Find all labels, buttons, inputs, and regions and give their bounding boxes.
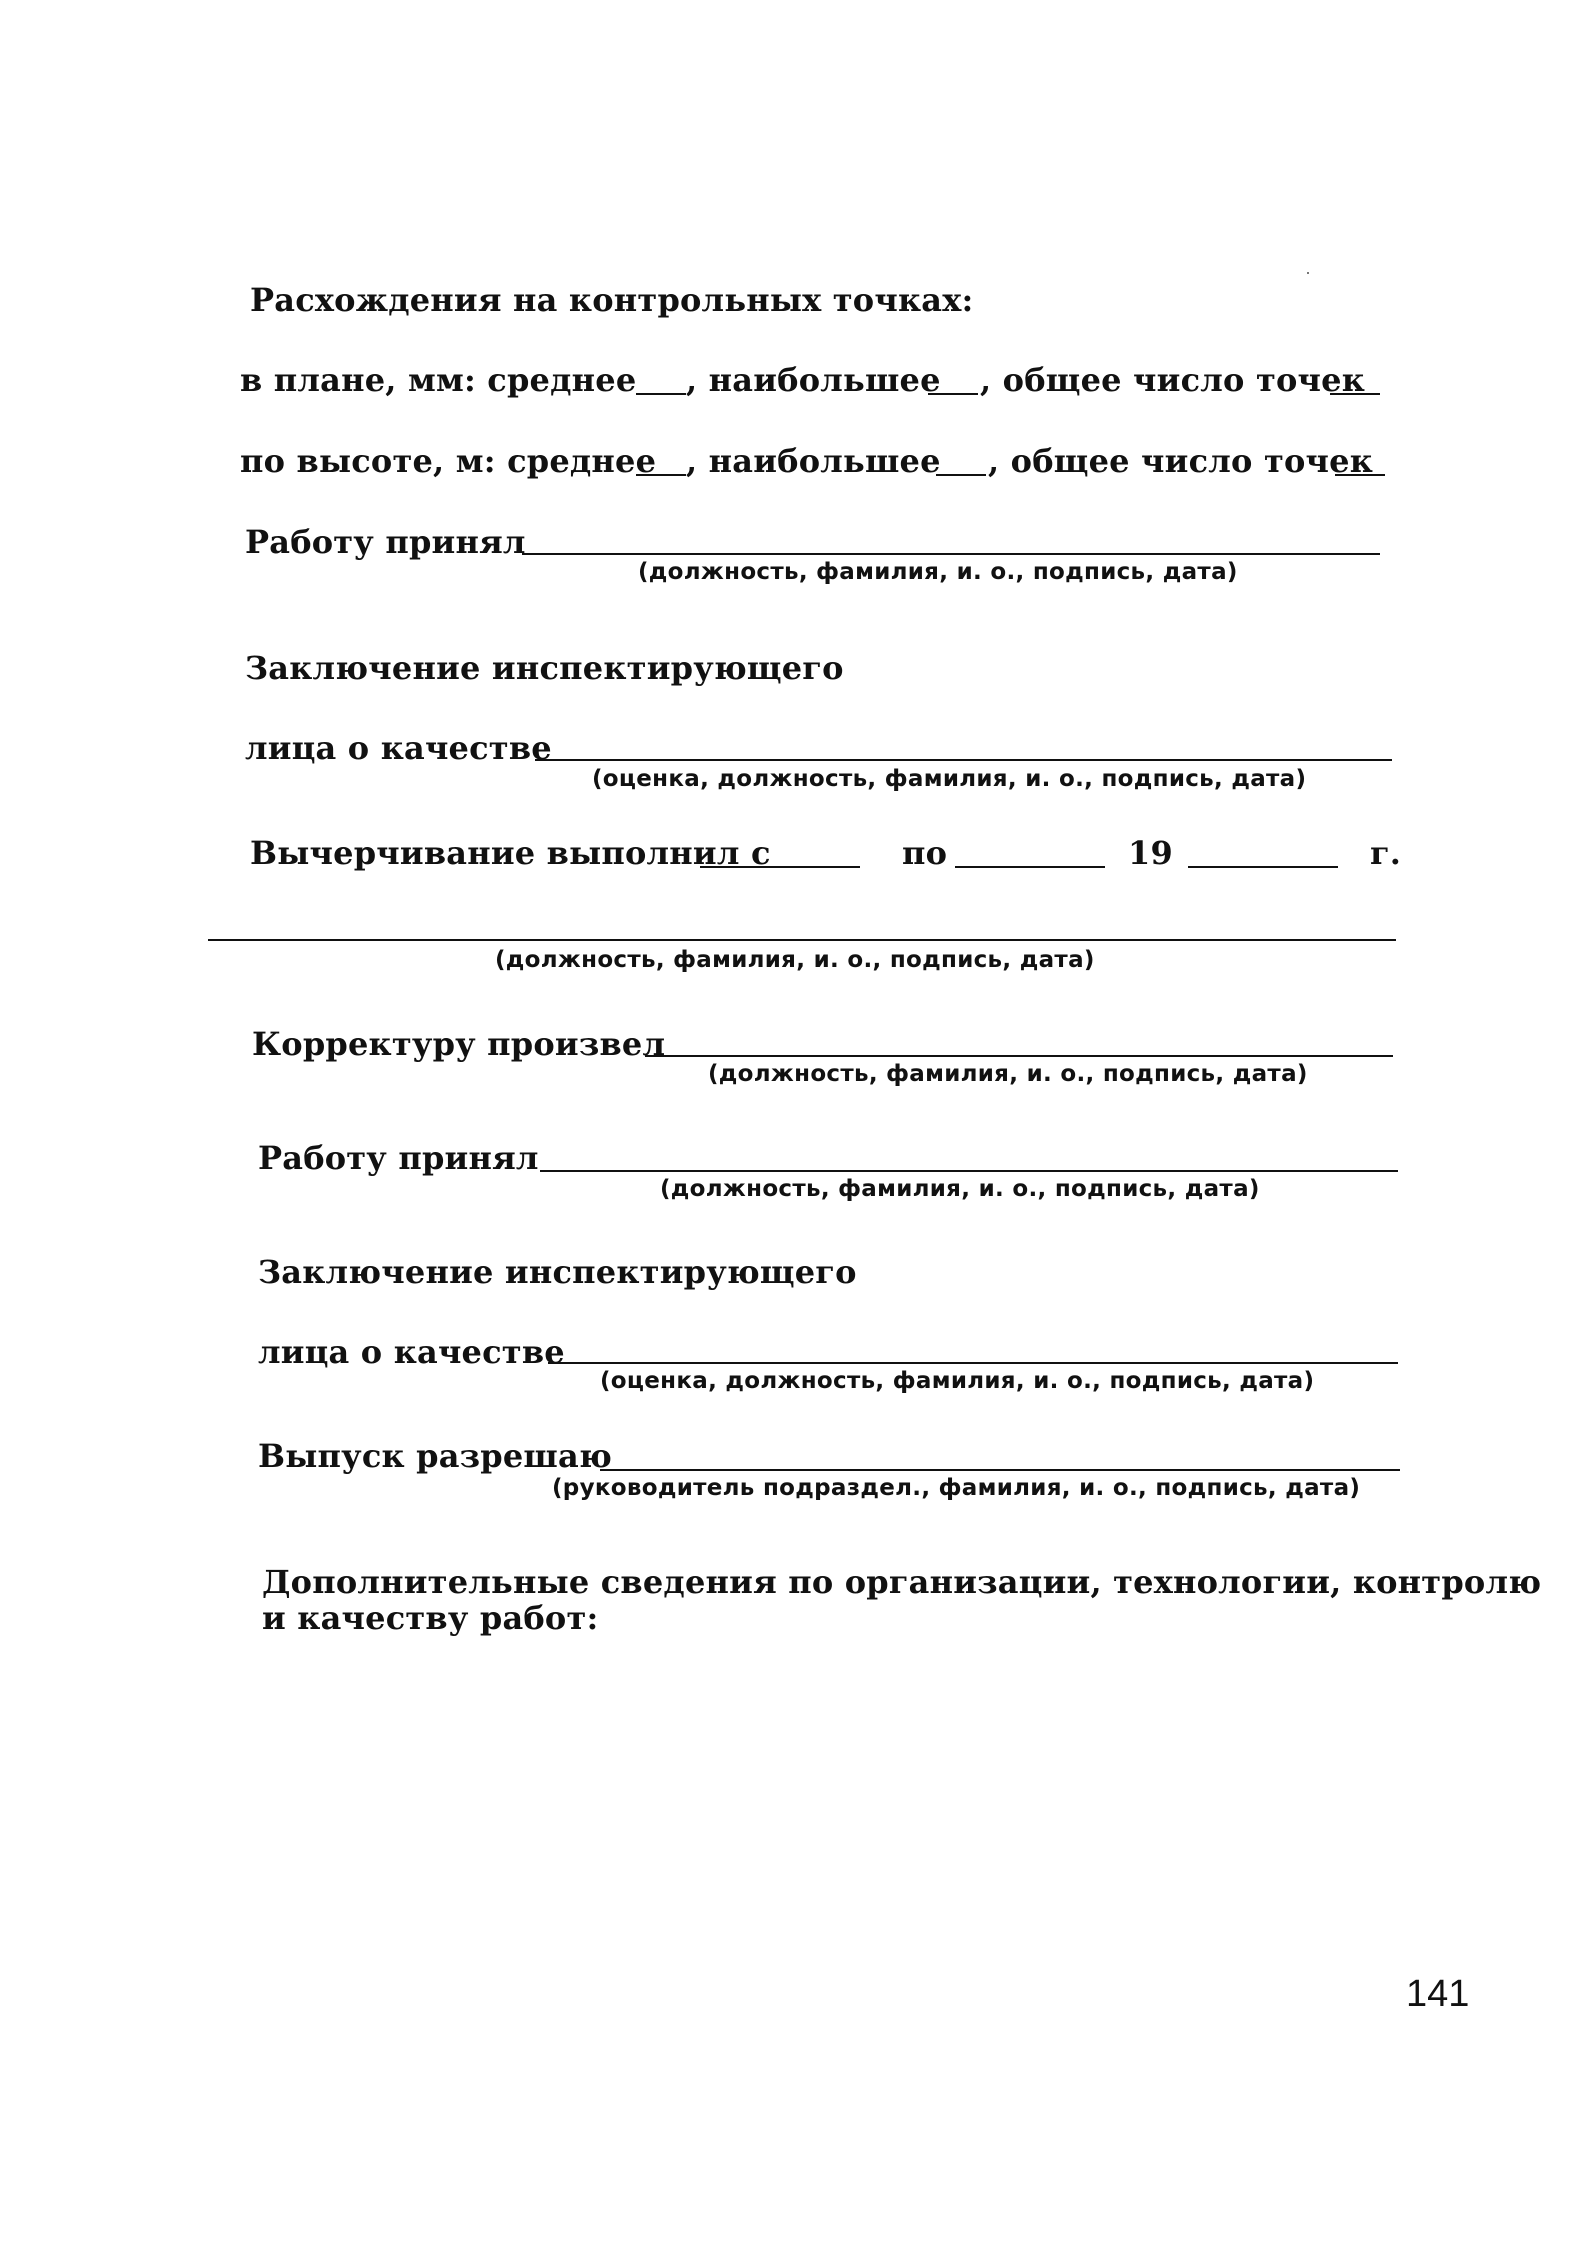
inspector-2-field[interactable] [548,1362,1398,1364]
scan-speck [1307,272,1309,274]
inspector-1-line1: Заключение инспектирующего [245,649,844,687]
inspector-2-line1: Заключение инспектирующего [258,1253,857,1291]
plan-total-label: , общее число точек [980,361,1366,399]
proofreading-field[interactable] [645,1055,1393,1057]
accepted-2-field[interactable] [540,1170,1398,1172]
accepted-1-field[interactable] [522,553,1380,555]
plan-total-field[interactable] [1330,393,1380,395]
inspector-2-line2: лица о качестве [258,1333,565,1371]
plan-max-label: , наибольшее [686,361,941,399]
drafting-label: Вычерчивание выполнил с [250,834,771,872]
inspector-2-caption: (оценка, должность, фамилия, и. о., подпись, дата) [600,1368,1315,1394]
drafting-caption: (должность, фамилия, и. о., подпись, дата) [495,947,1095,973]
accepted-1-caption: (должность, фамилия, и. о., подпись, дата) [638,559,1238,585]
height-row-label: по высоте, м: среднее [240,442,657,480]
additional-line1: Дополнительные сведения по организации, технологии, контролю [262,1563,1542,1601]
inspector-1-line2: лица о качестве [245,729,552,767]
drafting-year-field[interactable] [1188,866,1338,868]
additional-line2: и качеству работ: [262,1599,599,1637]
proofreading-label: Корректуру произвел [252,1025,666,1063]
height-average-field[interactable] [636,474,686,476]
inspector-1-field[interactable] [535,759,1392,761]
drafting-year-suffix: г. [1370,834,1402,872]
page-number: 141 [1406,1973,1470,2015]
plan-max-field[interactable] [928,393,978,395]
accepted-2-caption: (должность, фамилия, и. о., подпись, дата) [660,1176,1260,1202]
height-total-field[interactable] [1335,474,1385,476]
proofreading-caption: (должность, фамилия, и. о., подпись, дата) [708,1061,1308,1087]
plan-row-label: в плане, мм: среднее [240,361,637,399]
release-caption: (руководитель подраздел., фамилия, и. о., подпись, дата) [552,1475,1361,1501]
drafting-to-field[interactable] [955,866,1105,868]
drafting-to-label: по [902,834,948,872]
drafting-signature-field[interactable] [208,939,1396,941]
height-max-field[interactable] [936,474,986,476]
release-field[interactable] [600,1469,1400,1471]
height-max-label: , наибольшее [686,442,941,480]
discrepancies-heading: Расхождения на контрольных точках: [250,281,974,319]
accepted-2-label: Работу принял [258,1139,539,1177]
accepted-1-label: Работу принял [245,523,526,561]
drafting-from-field[interactable] [700,866,860,868]
plan-average-field[interactable] [636,393,686,395]
release-label: Выпуск разрешаю [258,1437,612,1475]
height-total-label: , общее число точек [988,442,1374,480]
drafting-year-prefix: 19 [1128,834,1173,872]
inspector-1-caption: (оценка, должность, фамилия, и. о., подпись, дата) [592,766,1307,792]
